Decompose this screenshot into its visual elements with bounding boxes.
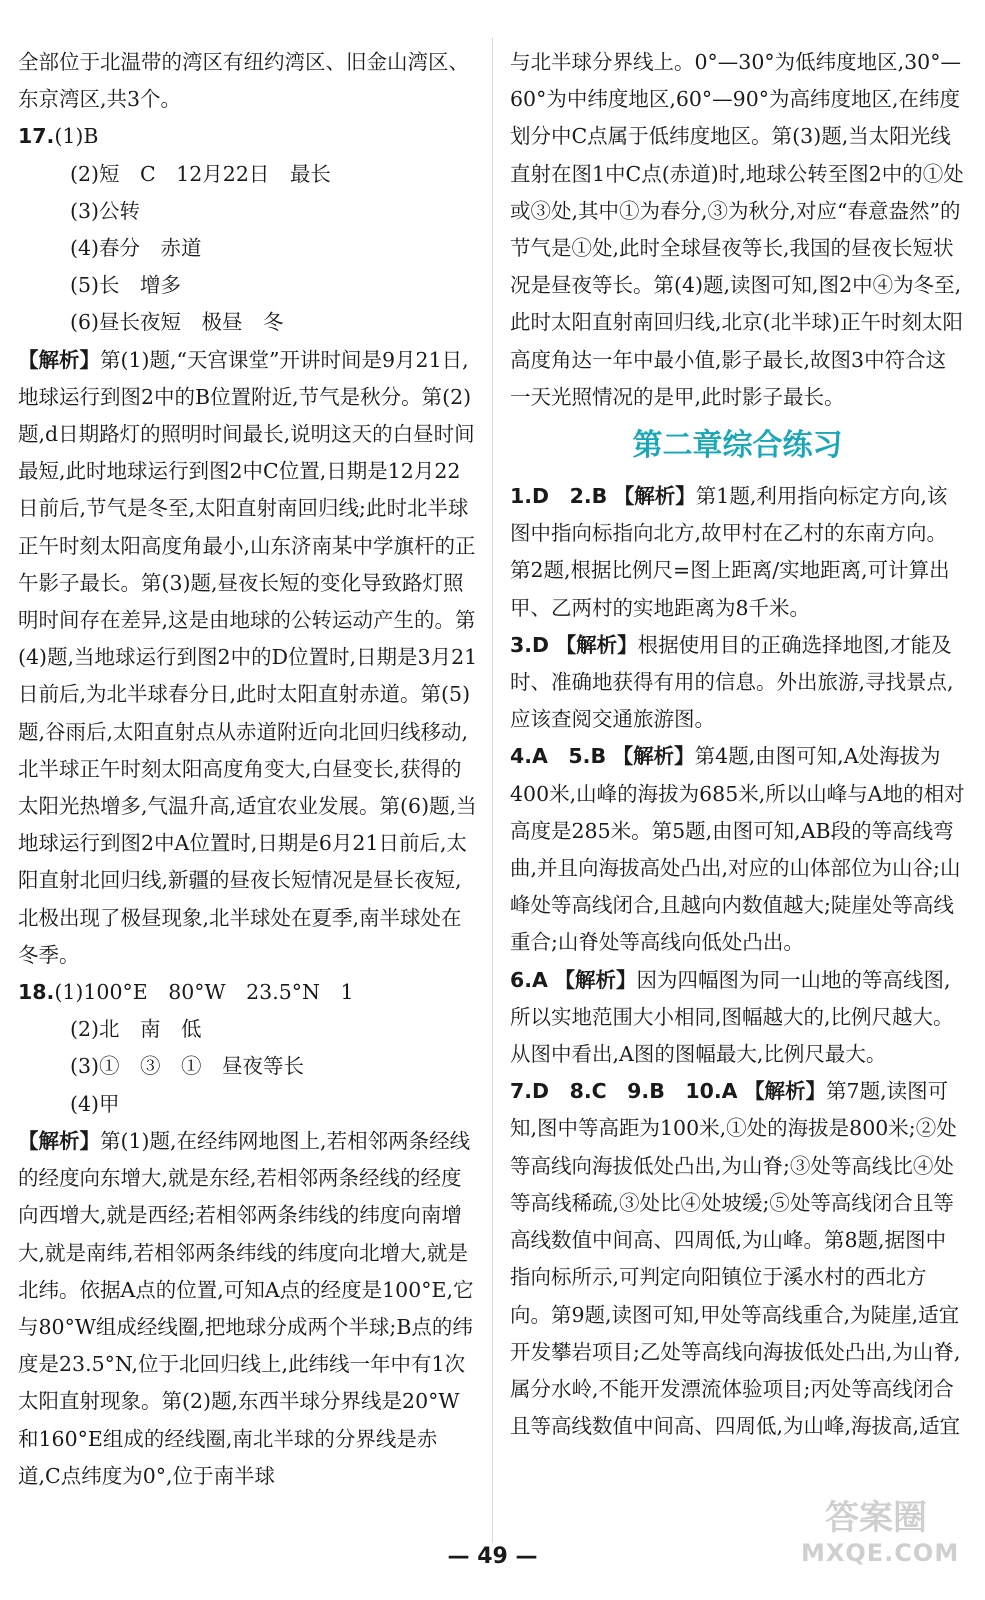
analysis-tag: 【解析】 [613, 484, 696, 509]
answer-line: (1)B [54, 124, 99, 149]
analysis-text: 因为四幅图为同一山地的等高线图,所以实地范围大小相同,图幅越大的,比例尺越大。从图中看出,A图的图幅最大,比例尺最大。 [510, 967, 954, 1067]
question-number: 17. [18, 124, 55, 149]
page-number: — 49 — [447, 1544, 538, 1569]
answer-item [510, 478, 965, 627]
analysis-text: 根据使用目的正确选择地图,才能及时、准确地获得有用的信息。外出旅游,寻找景点,应该查阅交通旅游图。 [510, 632, 954, 732]
chapter-title: 第二章综合练习 [632, 428, 843, 464]
answer-line: (5)长 增多 [70, 273, 182, 298]
analysis-text: 第(1)题,在经纬网地图上,若相邻两条经线的经度向东增大,就是东经,若相邻两条经线的经度向西增大,就是西经;若相邻两条纬线的纬度向南增大,就是南纬,若相邻两条纬线的纬度向北增大,就是北纬。依据A点的位置,可知A点的经度是100°E,它与80°W组成经线圈,把地球分成两个半球;B点的纬度是23.5°N,位于北回归线上,此纬线一年中有1次太阳直射现象。第(2)题,东西半球分界线是20°W和160°E组成的经线圈,南北半球的分界线是赤道,C点纬度为0°,位于南半球 [18, 1128, 474, 1488]
analysis-text: 第1题,利用指向标定方向,该图中指向标指向北方,故甲村在乙村的东南方向。第2题,根据比例尺=图上距离/实地距离,可计算出甲、乙两村的实地距离为8千米。 [510, 484, 950, 620]
analysis-tag: 【解析】 [554, 967, 637, 992]
answer-item [510, 1073, 965, 1445]
analysis-text: 第7题,读图可知,图中等高距为100米,①处的海拔是800米;②处等高线向海拔低处凸出,为山脊;③处等高线比④处等高线稀疏,③处比④处坡缓;⑤处等高线闭合且等高线数值中间高、四周低,为山峰。第8题,据图中指向标所示,可判定向阳镇位于溪水村的西北方向。第9题,读图可知,甲处等高线重合,为陡崖,适宜开发攀岩项目;乙处等高线向海拔低处凸出,为山脊,属分水岭,不能开发漂流体验项目;丙处等高线闭合且等高线数值中间高、四周低,为山峰,海拔高,适宜 [510, 1079, 961, 1439]
answer-item [510, 627, 965, 739]
answer-item [510, 962, 965, 1074]
question-18 [18, 974, 478, 1495]
analysis-tag: 【解析】 [18, 347, 100, 372]
left-column [18, 44, 478, 1495]
answer-line: (3)① ③ ① 昼夜等长 [70, 1054, 305, 1079]
watermark-logo [801, 1498, 960, 1590]
watermark-bottom: MXQE.COM [801, 1539, 960, 1567]
answer-line: (3)公转 [70, 198, 141, 223]
analysis-paragraph [18, 342, 478, 974]
question-number: 18. [18, 980, 55, 1005]
analysis-text: 第(1)题,“天宫课堂”开讲时间是9月21日,地球运行到图2中的B位置附近,节气是秋分。第(2)题,d日期路灯的照明时间最长,说明这天的白昼时间最短,此时地球运行到图2中C位置,日期是12月22日前后,节气是冬至,太阳直射南回归线;此时北半球正午时刻太阳高度角最小,山东济南某中学旗杆的正午影子最长。第(3)题,昼夜长短的变化导致路灯照明时间存在差异,这是由地球的公转运动产生的。第(4)题,当地球运行到图2中的D位置时,日期是3月21日前后,为北半球春分日,此时太阳直射赤道。第(5)题,谷雨后,太阳直射点从赤道附近向北回归线移动,北半球正午时刻太阳高度角变大,白昼变长,获得的太阳光热增多,气温升高,适宜农业发展。第(6)题,当地球运行到图2中A位置时,日期是6月21日前后,太阳直射北回归线,新疆的昼夜长短情况是昼长夜短,北极出现了极昼现象,北半球处在夏季,南半球处在冬季。 [18, 347, 478, 967]
answer-item [510, 738, 965, 961]
continued-analysis: 与北半球分界线上。0°—30°为低纬度地区,30°—60°为中纬度地区,60°—90°为高纬度地区,在纬度划分中C点属于低纬度地区。第(3)题,当太阳光线直射在图1中C点(赤道)时,地球公转至图2中的①处或③处,其中①为春分,③为秋分,对应“春意盎然”的节气是①处,此时全球昼夜等长,我国的昼夜长短状况是昼夜等长。第(4)题,读图可知,图2中④为冬至,此时太阳直射南回归线,北京(北半球)正午时刻太阳高度角达一年中最小值,影子最长,故图3中符合这一天光照情况的是甲,此时影子最长。 [510, 50, 964, 409]
answer-line: (4)春分 赤道 [70, 236, 202, 261]
answer-key: 3.D [510, 632, 550, 657]
analysis-tag: 【解析】 [612, 744, 695, 769]
watermark-top: 答案圈 [825, 1498, 927, 1538]
answer-key: 4.A 5.B [510, 744, 607, 769]
analysis-paragraph [18, 1123, 478, 1495]
intro-paragraph: 全部位于北温带的湾区有纽约湾区、旧金山湾区、东京湾区,共3个。 [18, 50, 469, 112]
answer-line: (4)甲 [70, 1091, 120, 1116]
answer-line: (2)北 南 低 [70, 1017, 202, 1042]
question-17 [18, 118, 478, 974]
answer-key: 1.D 2.B [510, 484, 608, 509]
right-column [510, 44, 965, 1445]
analysis-tag: 【解析】 [744, 1079, 827, 1104]
analysis-text: 第4题,由图可知,A处海拔为400米,山峰的海拔为685米,所以山峰与A地的相对高度是285米。第5题,由图可知,AB段的等高线弯曲,并且向海拔高处凸出,对应的山体部位为山谷;山峰处等高线闭合,且越向内数值越大;陡崖处等高线重合;山脊处等高线向低处凸出。 [510, 744, 965, 955]
answer-line: (6)昼长夜短 极昼 冬 [70, 310, 284, 335]
answer-line: (1)100°E 80°W 23.5°N 1 [54, 980, 354, 1005]
analysis-tag: 【解析】 [18, 1128, 100, 1153]
answer-key: 6.A [510, 967, 548, 992]
answer-line: (2)短 C 12月22日 最长 [70, 161, 331, 186]
answer-key: 7.D 8.C 9.B 10.A [510, 1079, 738, 1104]
column-divider [492, 38, 493, 1543]
analysis-tag: 【解析】 [555, 632, 638, 657]
